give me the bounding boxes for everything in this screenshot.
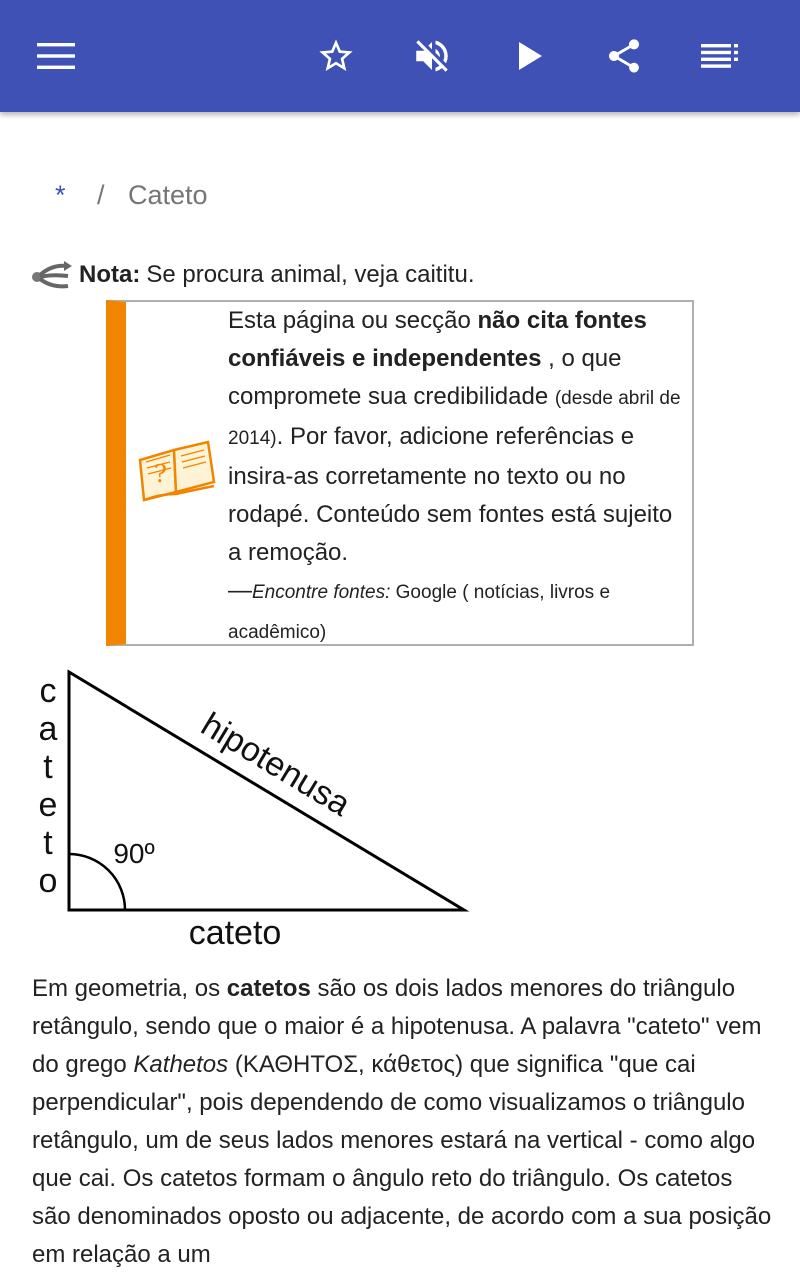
breadcrumb (55, 180, 208, 211)
find-sources-links[interactable]: Google ( notícias, livros e acadêmico) (228, 582, 611, 643)
app-toolbar (0, 0, 800, 112)
menu-icon[interactable] (26, 26, 86, 86)
breadcrumb-current: Cateto (128, 180, 208, 210)
book-question-icon (136, 438, 218, 504)
side-label-letter: o (38, 862, 58, 900)
note-text: Se procura animal, veja caititu. (146, 261, 475, 288)
right-triangle-figure (30, 664, 480, 954)
breadcrumb-separator: / (97, 180, 105, 210)
play-icon[interactable] (500, 26, 560, 86)
article-text: são os dois lados menores do triângulo retângulo, sendo que o maior é a hipotenusa. A palavra "cateto" vem do grego (32, 975, 762, 1078)
angle-label: 90º (113, 838, 155, 869)
breadcrumb-home-link[interactable]: * (55, 180, 66, 210)
warning-text-bold[interactable]: não cita fontes confiáveis e independentes (228, 307, 647, 372)
find-sources-label: Encontre fontes: (252, 582, 391, 603)
warning-text (228, 302, 688, 652)
warning-text-part: , o que compromete sua credibilidade (228, 345, 622, 410)
star-icon[interactable] (306, 26, 366, 86)
list-icon[interactable] (690, 26, 750, 86)
side-label-letter: a (38, 710, 58, 748)
find-sources-line (228, 577, 611, 643)
hypotenuse-label: hipotenusa (194, 705, 357, 824)
article-italic-term: Kathetos (133, 1051, 229, 1078)
svg-text:?: ? (154, 460, 167, 488)
article-text: Em geometria, os (32, 975, 227, 1002)
unsourced-warning-box (106, 300, 694, 646)
article-text: (ΚΑΘΗΤΟΣ, κάθετος) que significa "que cai perpendicular", pois dependendo de como visualizamos o triângulo retângulo, um de seus lados menores estará na vertical - como algo que cai. Os catetos formam o ângulo reto do triângulo. Os catetos são denominados oposto ou adjacente, de acordo com a sua posição em relação a um (32, 1051, 772, 1268)
side-label-letter: e (38, 786, 58, 824)
note-label: Nota: (79, 261, 141, 288)
article-body (32, 970, 772, 1274)
volume-off-icon[interactable] (402, 26, 462, 86)
side-label-letter: t (43, 748, 53, 786)
warning-text-part: . Por favor, adicione referências e insira-as corretamente no texto ou no rodapé. Conteúdo sem fontes está sujeito a remoção. (228, 423, 673, 566)
share-icon[interactable] (594, 26, 654, 86)
find-sources-dash: — (228, 577, 252, 604)
article-bold-term: catetos (226, 975, 311, 1002)
side-label-letter: t (43, 824, 53, 862)
hatnote (30, 260, 475, 290)
warning-date: (desde abril de 2014) (228, 388, 681, 449)
disambiguation-arrows-icon (30, 260, 74, 290)
warning-text-part: Esta página ou secção (228, 307, 478, 334)
side-label-letter: c (39, 672, 57, 710)
triangle-outline (69, 672, 464, 910)
base-label: cateto (188, 914, 282, 952)
